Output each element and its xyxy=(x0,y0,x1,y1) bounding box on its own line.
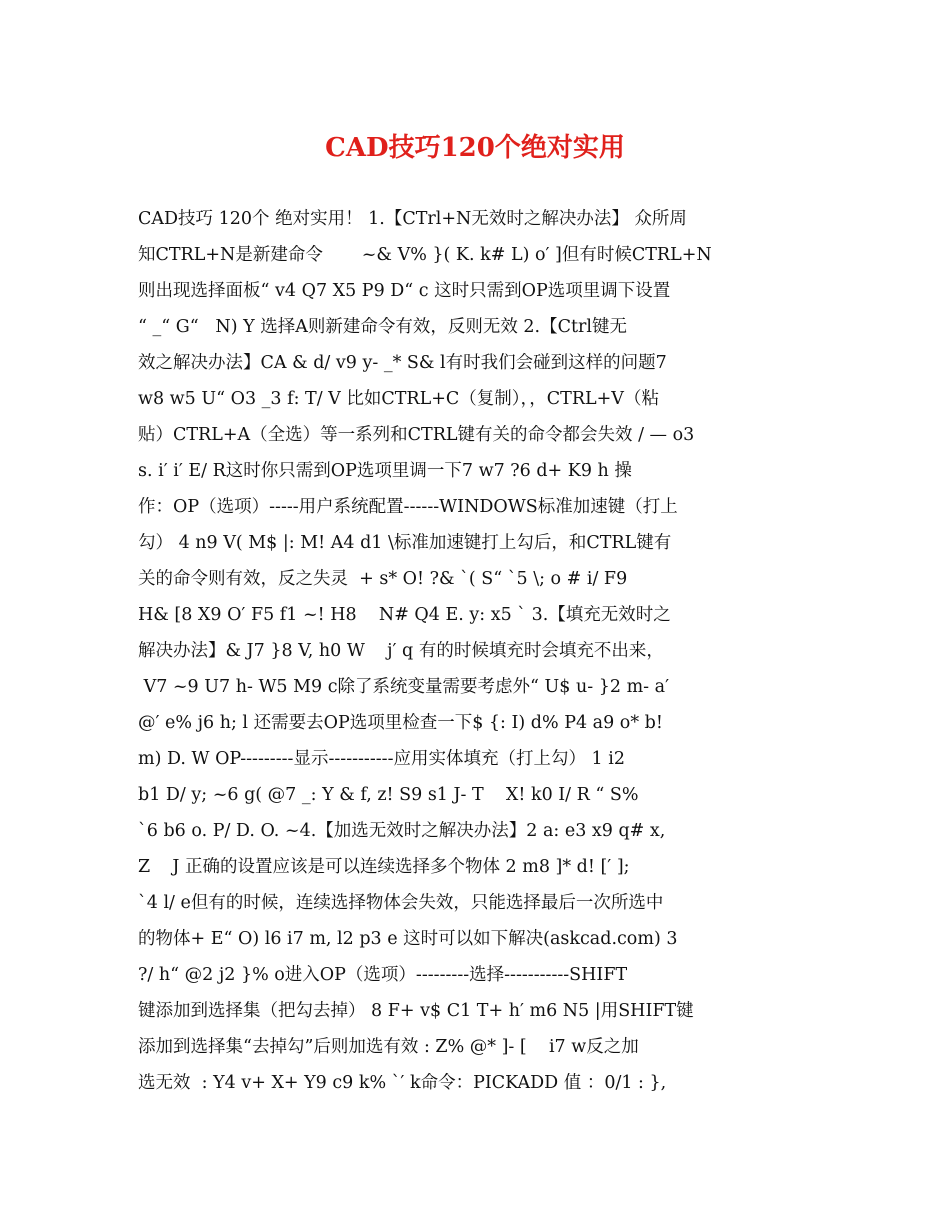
text-line: @′ e% j6 h; l 还需要去OP选项里检查一下$ {: I) d% P4 a9 o* b! xyxy=(138,713,663,733)
document-title: CAD技巧120个绝对实用 xyxy=(325,133,625,163)
text-line: H& [8 X9 O′ F5 f1 ~! H8 N# Q4 E. y: x5 ` 3.【填充无效时之 xyxy=(138,605,671,625)
text-line: 勾） 4 n9 V( M$ |: M! A4 d1 \标准加速键打上勾后，和CTRL键有 xyxy=(138,533,672,553)
text-line: 则出现选择面板“ v4 Q7 X5 P9 D“ c 这时只需到OP选项里调下设置 xyxy=(138,281,671,301)
text-line: `4 l/ e但有的时候，连续选择物体会失效，只能选择最后一次所选中 xyxy=(138,893,664,913)
text-line: ?/ h“ @2 j2 }% o进入OP（选项）---------选择-----------SHIFT xyxy=(138,965,628,985)
text-line: Z J 正确的设置应该是可以连续选择多个物体 2 m8 ]* d! [′ ]; xyxy=(138,857,630,877)
text-line: 键添加到选择集（把勾去掉） 8 F+ v$ C1 T+ h′ m6 N5 |用SHIFT键 xyxy=(138,1001,694,1021)
text-line: 解决办法】& J7 }8 V, h0 W j′ q 有的时候填充时会填充不出来， xyxy=(138,641,664,661)
text-line: s. i′ i′ E/ R这时你只需到OP选项里调一下7 w7 ?6 d+ K9 h 操 xyxy=(138,461,632,481)
text-line: b1 D/ y; ~6 g( @7 _: Y & f, z! S9 s1 J- T X! k0 I/ R “ S% xyxy=(138,785,639,805)
text-line: `6 b6 o. P/ D. O. ~4.【加选无效时之解决办法】2 a: e3 x9 q# x, xyxy=(138,821,666,841)
text-line: 添加到选择集“去掉勾”后则加选有效 : Z% @* ]- [ i7 w反之加 xyxy=(138,1037,639,1057)
text-line: V7 ~9 U7 h- W5 M9 c除了系统变量需要考虑外“ U$ u- }2 m- a′ xyxy=(138,677,670,697)
text-line: 效之解决办法】CA & d/ v9 y- _* S& l有时我们会碰到这样的问题7 xyxy=(138,353,667,373)
text-line: 关的命令则有效，反之失灵 + s* O! ?& `( S“ `5 \; o # i/ F9 xyxy=(138,569,628,589)
text-line: 的物体+ E“ O) l6 i7 m, l2 p3 e 这时可以如下解决(askcad.com) 3 xyxy=(138,929,678,949)
text-line: “ _“ G“ N) Y 选择A则新建命令有效，反则无效 2.【Ctrl键无 xyxy=(138,317,627,337)
text-line: CAD技巧 120个 绝对实用！ 1.【CTrl+N无效时之解决办法】 众所周 xyxy=(138,209,687,229)
text-line: w8 w5 U“ O3 _3 f: T/ V 比如CTRL+C（复制），，CTRL+V（粘 xyxy=(138,389,659,409)
text-line: 作：OP（选项）-----用户系统配置------WINDOWS标准加速键（打上 xyxy=(138,497,678,517)
text-line: m) D. W OP---------显示-----------应用实体填充（打上勾） 1 i2 xyxy=(138,749,625,769)
text-line: 选无效 : Y4 v+ X+ Y9 c9 k% `′ k命令：PICKADD 值 ：0/1 : }, xyxy=(138,1073,667,1093)
text-line: 知CTRL+N是新建命令 ~& V% }( K. k# L) o′ ]但有时候CTRL+N xyxy=(138,245,712,265)
document-body xyxy=(138,201,818,1101)
text-line: 贴）CTRL+A（全选）等一系列和CTRL键有关的命令都会失效 / — o3 xyxy=(138,425,695,445)
